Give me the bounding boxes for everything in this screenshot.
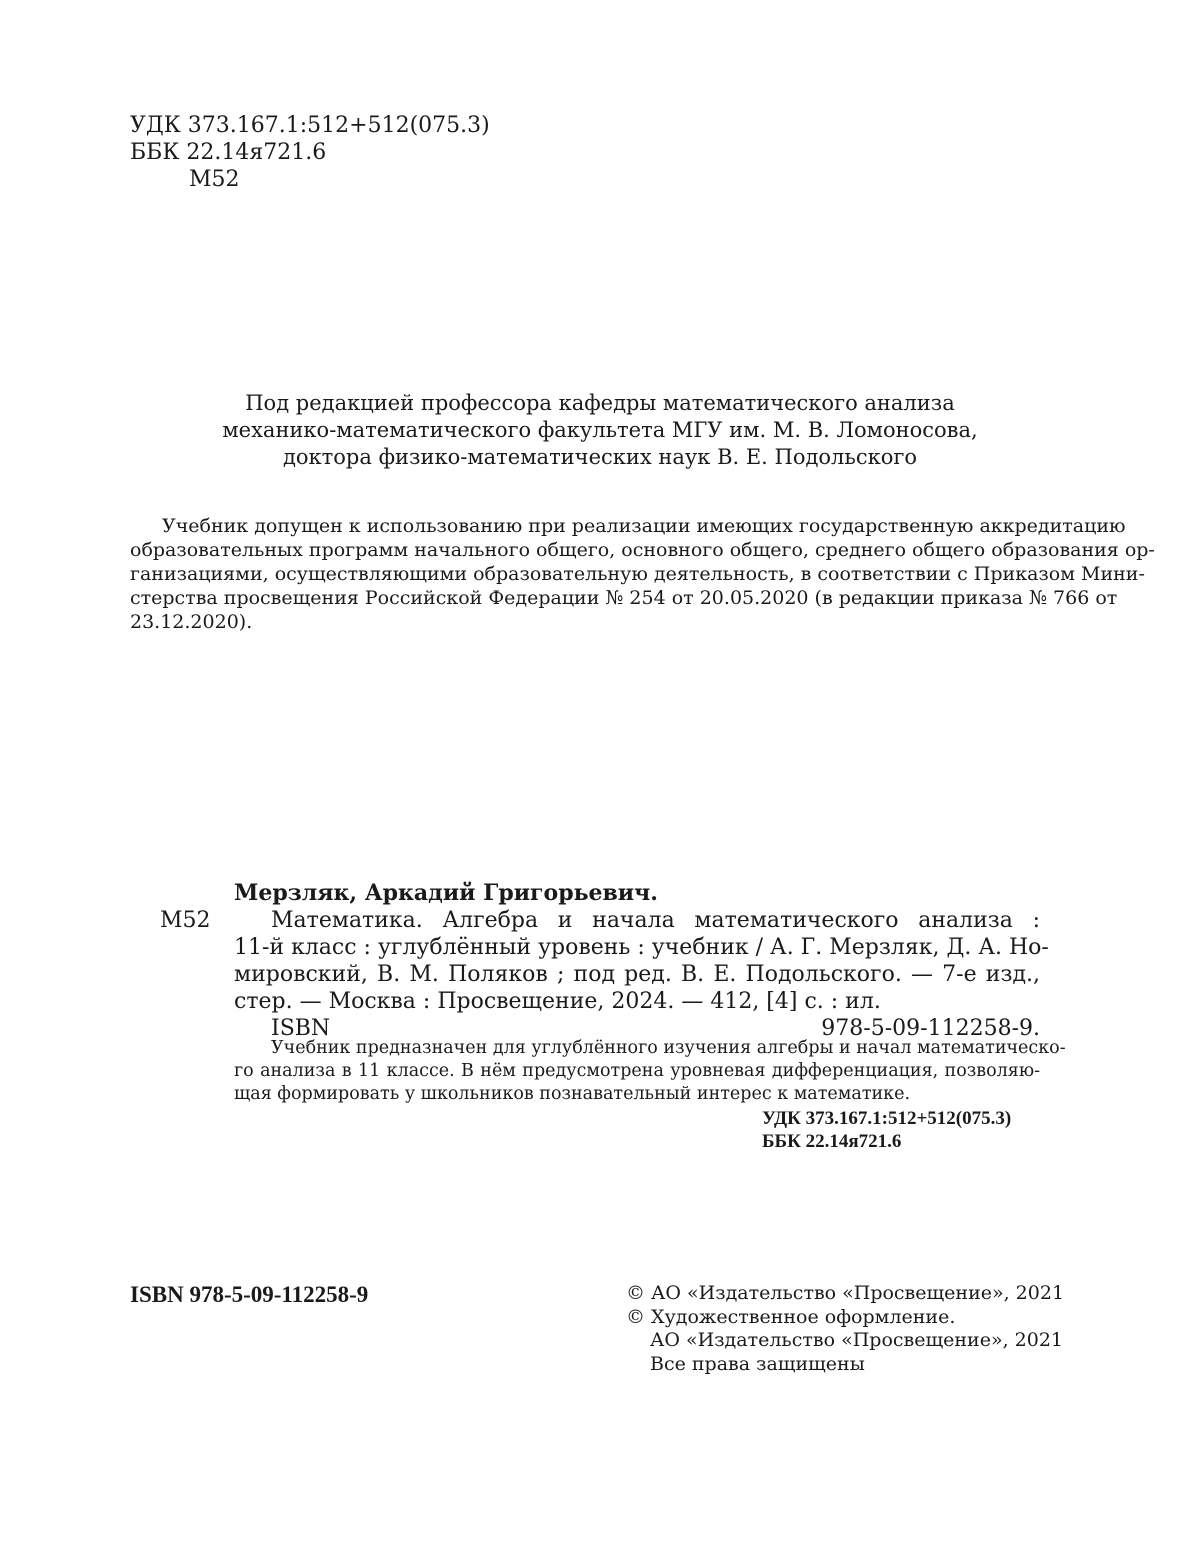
approval-notice	[130, 514, 1155, 634]
approval-line: Учебник допущен к использованию при реализации имеющих государственную аккредитацию	[162, 515, 1126, 537]
description-line: 11-й класс : углублённый уровень : учебник / А. Г. Мерзляк, Д. А. Но-	[234, 935, 1049, 960]
copyright-line: Все права защищены	[650, 1352, 865, 1375]
isbn-bottom: ISBN 978-5-09-112258-9	[130, 1282, 369, 1307]
editor-line: Под редакцией профессора кафедры математического анализа	[245, 391, 955, 415]
udk-code: УДК 373.167.1:512+512(075.3)	[130, 113, 490, 138]
annotation-line: щая формировать у школьников познавательный интерес к математике.	[234, 1084, 911, 1104]
top-classification-codes	[130, 112, 490, 193]
copyright-line: АО «Издательство «Просвещение», 2021	[650, 1329, 1063, 1351]
approval-line: стерства просвещения Российской Федерации № 254 от 20.05.2020 (в редакции приказа № 766 от	[130, 587, 1118, 609]
card-bbk: ББК 22.14я721.6	[762, 1131, 902, 1152]
description-line: Математика. Алгебра и начала математического анализа :	[271, 908, 1040, 933]
editor-line: механико-математического факультета МГУ им. М. В. Ломоносова,	[222, 418, 978, 442]
author-mark: М52	[189, 167, 240, 192]
card-description	[234, 907, 1049, 1042]
copyright-line: © Художественное оформление.	[626, 1305, 956, 1328]
copyright-line: © АО «Издательство «Просвещение», 2021	[626, 1282, 1065, 1304]
editor-line: доктора физико-математических наук В. Е. Подольского	[282, 445, 918, 469]
description-line: стер. — Москва : Просвещение, 2024. — 412, [4] с. : ил.	[234, 989, 881, 1014]
editor-block	[150, 390, 1050, 471]
approval-line: 23.12.2020).	[130, 611, 253, 633]
annotation-line: го анализа в 11 классе. В нём предусмотрена уровневая дифференциация, позволяю-	[234, 1061, 1040, 1081]
bbk-code: ББК 22.14я721.6	[130, 140, 327, 165]
card-author: Мерзляк, Аркадий Григорьевич.	[234, 880, 658, 906]
approval-line: образовательных программ начального общего, основного общего, среднего общего образования ор-	[130, 539, 1155, 561]
annotation-line: Учебник предназначен для углублённого изучения алгебры и начал математическо-	[271, 1038, 1066, 1058]
card-annotation	[234, 1037, 1066, 1106]
card-udk: УДК 373.167.1:512+512(075.3)	[762, 1108, 1012, 1129]
approval-line: ганизациями, осуществляющими образовательную деятельность, в соответствии с Приказом Мини-	[130, 563, 1145, 585]
card-author-mark: М52	[160, 908, 211, 933]
description-line: мировский, В. М. Поляков ; под ред. В. Е. Подольского. — 7-е изд.,	[234, 962, 1040, 987]
copyright-block	[626, 1282, 1064, 1376]
card-isbn: ISBN 978-5-09-112258-9.	[271, 1016, 1040, 1041]
card-codes	[762, 1107, 1011, 1153]
